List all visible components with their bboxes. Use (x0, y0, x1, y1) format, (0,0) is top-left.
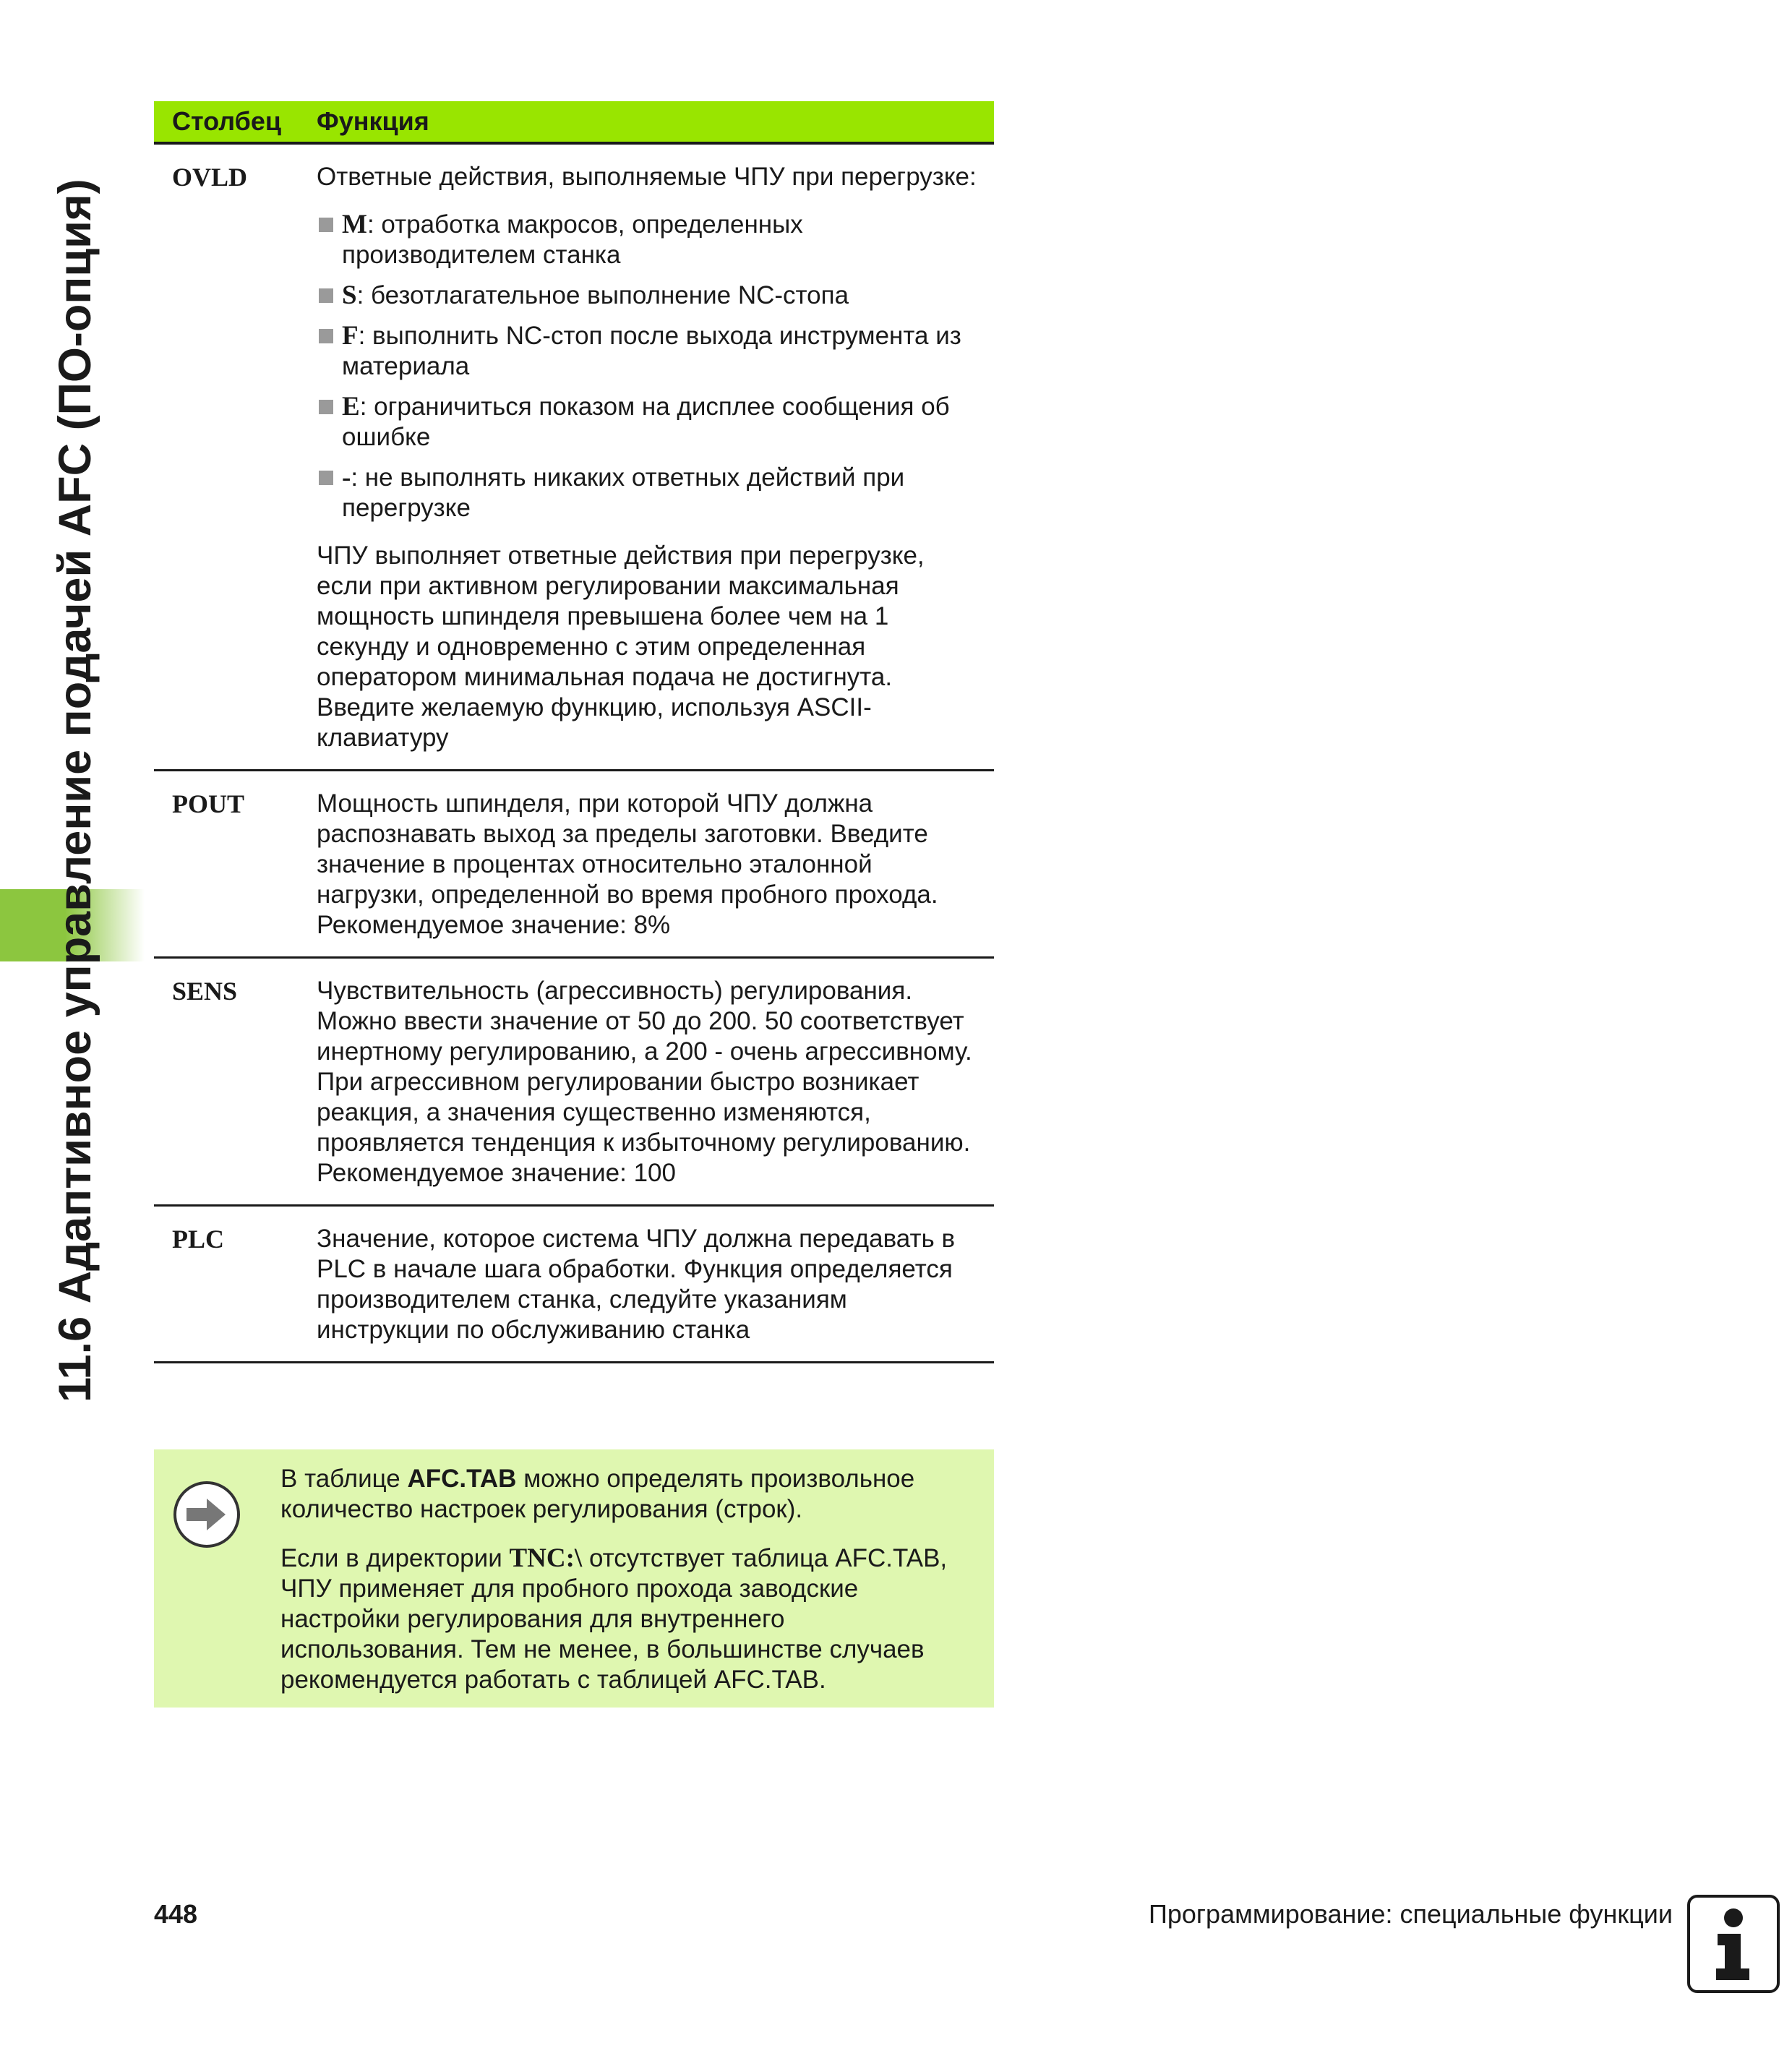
ovld-options-list (317, 210, 987, 523)
row-code: PLC (172, 1225, 224, 1254)
list-item (317, 463, 987, 523)
option-text: : не выполнять никаких ответных действий при перегрузке (342, 463, 905, 522)
row-code: POUT (172, 789, 245, 818)
ovld-description: ЧПУ выполняет ответные действия при перегрузке, если при активном регулировании максимальная мощность шпинделя превышена более чем на 1 секунду и одновременно с этим определенная оператором минимальная подача не достигнута. Введите желаемую функцию, используя ASCII-клавиатуру (317, 541, 925, 752)
row-description (317, 976, 994, 1188)
bullet-square-icon (319, 218, 333, 232)
info-glyph (1690, 1898, 1777, 1990)
note-paragraph-2 (280, 1543, 972, 1695)
option-text: : выполнить NC-стоп после выхода инструмента из материала (342, 322, 961, 380)
table-row (154, 771, 994, 959)
info-icon (1687, 1895, 1780, 1993)
plc-description: Значение, которое система ЧПУ должна передавать в PLC в начале шага обработки. Функция определяется производителем станка, следуйте указаниям инструкции по обслуживанию станка (317, 1225, 956, 1344)
table-row (154, 959, 994, 1207)
footer-section-title: Программирование: специальные функции (1149, 1899, 1673, 1929)
note-directory: TNC:\ (509, 1543, 583, 1573)
row-code: OVLD (172, 163, 248, 192)
note-text: Если в директории (280, 1544, 510, 1572)
table-row (154, 1207, 994, 1363)
list-item (317, 392, 987, 453)
option-code: S (342, 280, 357, 310)
note-paragraph-1 (280, 1464, 972, 1525)
row-description (317, 789, 994, 941)
bullet-square-icon (319, 329, 333, 343)
column-header-column: Столбец (172, 106, 282, 136)
option-code: E (342, 392, 360, 421)
note-box (154, 1449, 994, 1708)
page-number: 448 (154, 1899, 198, 1929)
list-item (317, 321, 987, 382)
option-code: F (342, 321, 359, 351)
table-header (154, 101, 994, 145)
option-text: : отработка макросов, определенных производителем станка (342, 210, 803, 269)
row-description (317, 1224, 994, 1345)
table-row (154, 145, 994, 771)
option-text: : безотлагательное выполнение NC-стопа (356, 281, 849, 309)
bullet-square-icon (319, 400, 333, 414)
note-filename: AFC.TAB (407, 1465, 517, 1493)
row-description (317, 162, 994, 753)
parameter-table (154, 101, 994, 1363)
bullet-square-icon (319, 471, 333, 485)
column-header-function: Функция (317, 106, 429, 136)
option-code: - (342, 463, 351, 492)
ovld-intro: Ответные действия, выполняемые ЧПУ при перегрузке: (317, 163, 977, 191)
list-item (317, 280, 987, 311)
note-text: можно определять произвольное количество настроек регулирования (строк). (280, 1465, 915, 1523)
sens-description: Чувствительность (агрессивность) регулирования. Можно ввести значение от 50 до 200. 50 соответствует инертному регулированию, а 200 - очень агрессивному. При агрессивном регулировании быстро возникает реакция, а значения существенно изменяются, проявляется тенденция к избыточному регулированию. Рекомендуемое значение: 100 (317, 977, 972, 1187)
option-code: M (342, 210, 367, 239)
chapter-title: 11.6 Адаптивное управление подачей AFC (ПО-опция) (50, 179, 100, 1402)
arrow-right-icon (172, 1480, 241, 1549)
row-code: SENS (172, 977, 238, 1006)
pout-description: Мощность шпинделя, при которой ЧПУ должна распознавать выход за пределы заготовки. Введите значение в процентах относительно эталонной нагрузки, определенной во время пробного прохода. Рекомендуемое значение: 8% (317, 789, 938, 939)
option-text: : ограничиться показом на дисплее сообщения об ошибке (342, 393, 950, 451)
note-text: отсутствует таблица AFC.TAB, ЧПУ применяет для пробного прохода заводские настройки регулирования для внутреннего использования. Тем не менее, в большинстве случаев рекомендуется работать с таблицей AFC.TAB. (280, 1544, 948, 1694)
note-text: В таблице (280, 1465, 408, 1493)
list-item (317, 210, 987, 270)
bullet-square-icon (319, 288, 333, 303)
